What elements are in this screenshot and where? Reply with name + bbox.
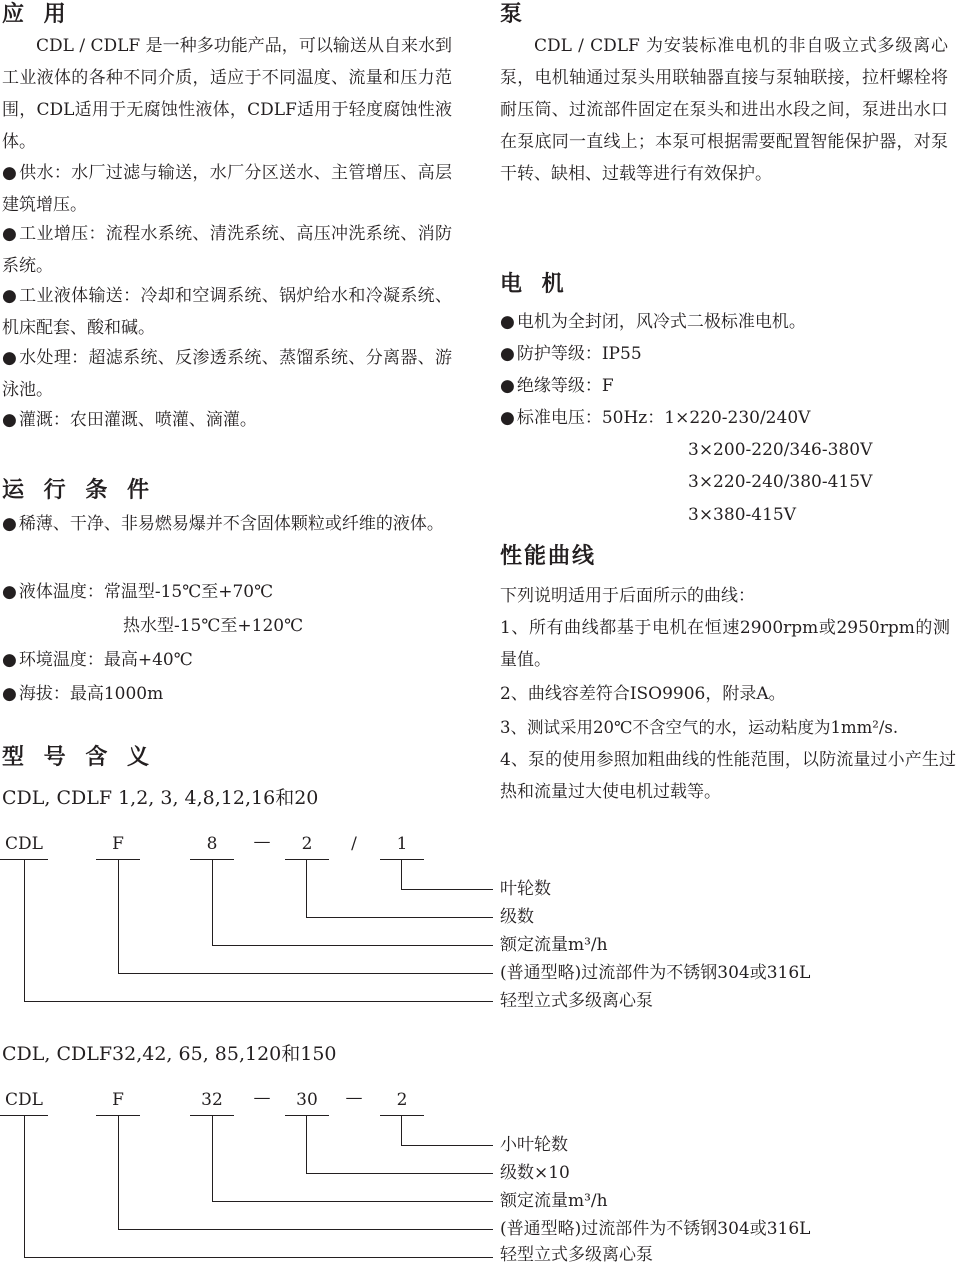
application-item-water-supply: ● 供水：水厂过滤与输送，水厂分区送水、主管增压、高层建筑增压。	[2, 157, 452, 221]
meaning-material: (普通型略)过流部件为不锈钢304或316L	[500, 1219, 811, 1239]
application-item-water-treatment: ● 水处理：超滤系统、反渗透系统、蒸馏系统、分离器、游泳池。	[2, 342, 452, 406]
code-cdl: CDL	[5, 834, 43, 854]
code-cdl: CDL	[5, 1090, 43, 1110]
meaning-type: 轻型立式多级离心泵	[500, 1245, 653, 1265]
application-item-irrigation: ● 灌溉：农田灌溉、喷灌、滴灌。	[2, 404, 452, 436]
code-dash: —	[253, 832, 271, 852]
op-item-altitude: ● 海拔：最高1000m	[2, 678, 163, 710]
performance-curve-heading: 性能曲线	[500, 544, 597, 569]
code-f: F	[112, 834, 124, 854]
code-dash: —	[345, 1088, 363, 1108]
pump-description: CDL / CDLF 为安装标准电机的非自吸立式多级离心泵，电机轴通过泵头用联轴器直接与泵轴联接，拉杆螺栓将耐压筒、过流部件固定在泵头和进出水段之间，泵进出水口在泵底同一直线上；本泵可根据需要配置智能保护器，对泵干转、缺相、过载等进行有效保护。	[500, 36, 948, 184]
meaning-material: (普通型略)过流部件为不锈钢304或316L	[500, 963, 811, 983]
voltage-option: 3×220-240/380-415V	[688, 472, 873, 492]
op-item-ambient-temp: ● 环境温度：最高+40℃	[2, 644, 193, 676]
voltage-option: 3×380-415V	[688, 505, 796, 525]
code-slash: /	[351, 834, 357, 854]
motor-item-protection: ● 防护等级：IP55	[500, 338, 642, 370]
pump-heading: 泵	[500, 2, 529, 27]
motor-item-voltage: ● 标准电压：50Hz：1×220-230/240V	[500, 402, 810, 434]
application-item-industrial-liquid: ● 工业液体输送：冷却和空调系统、锅炉给水和冷凝系统、机床配套、酸和碱。	[2, 280, 452, 344]
meaning-impellers: 叶轮数	[500, 879, 551, 899]
application-item-industrial-boost: ● 工业增压：流程水系统、清洗系统、高压冲洗系统、消防系统。	[2, 218, 452, 282]
meaning-stages: 级数×10	[500, 1163, 570, 1183]
performance-note-3: 3、测试采用20℃不含空气的水，运动粘度为1mm²/s.	[500, 718, 899, 737]
code-f: F	[112, 1090, 124, 1110]
motor-item-enclosure: ● 电机为全封闭，风冷式二极标准电机。	[500, 306, 806, 338]
op-item-liquid-temp-hot: 热水型-15℃至+120℃	[123, 616, 304, 636]
application-heading: 应 用	[2, 2, 72, 27]
performance-note-1: 1、所有曲线都基于电机在恒速2900rpm或2950rpm的测量值。	[500, 618, 950, 670]
op-item-liquid: ● 稀薄、干净、非易燃易爆并不含固体颗粒或纤维的液体。	[2, 508, 452, 540]
meaning-small-impellers: 小叶轮数	[500, 1135, 568, 1155]
model-meaning-heading: 型 号 含 义	[2, 745, 155, 770]
code-impellers: 1	[396, 834, 408, 854]
operating-conditions-heading: 运 行 条 件	[2, 478, 155, 503]
code-stages: 30	[296, 1090, 318, 1110]
performance-note-4: 4、泵的使用参照加粗曲线的性能范围，以防流量过小产生过热和流量过大使电机过载等。	[500, 750, 956, 802]
code-stages: 2	[301, 834, 313, 854]
voltage-option: 3×200-220/346-380V	[688, 440, 873, 460]
code-small-impellers: 2	[396, 1090, 408, 1110]
meaning-flow: 额定流量m³/h	[500, 935, 608, 955]
code-dash: —	[253, 1088, 271, 1108]
series2-title: CDL, CDLF32,42, 65, 85,120和150	[2, 1043, 337, 1065]
performance-intro: 下列说明适用于后面所示的曲线：	[500, 586, 755, 606]
code-flow: 8	[206, 834, 218, 854]
application-intro: CDL / CDLF 是一种多功能产品，可以输送从自来水到工业液体的各种不同介质，适应于不同温度、流量和压力范围，CDL适用于无腐蚀性液体，CDLF适用于轻度腐蚀性液体。	[2, 36, 452, 152]
motor-heading: 电 机	[500, 272, 570, 297]
motor-item-insulation: ● 绝缘等级：F	[500, 370, 614, 402]
code-flow: 32	[201, 1090, 223, 1110]
meaning-type: 轻型立式多级离心泵	[500, 991, 653, 1011]
performance-note-2: 2、曲线容差符合ISO9906，附录A。	[500, 684, 786, 704]
meaning-stages: 级数	[500, 907, 534, 927]
series1-title: CDL, CDLF 1,2, 3, 4,8,12,16和20	[2, 787, 319, 809]
op-item-liquid-temp: ● 液体温度：常温型-15℃至+70℃	[2, 576, 273, 608]
meaning-flow: 额定流量m³/h	[500, 1191, 608, 1211]
